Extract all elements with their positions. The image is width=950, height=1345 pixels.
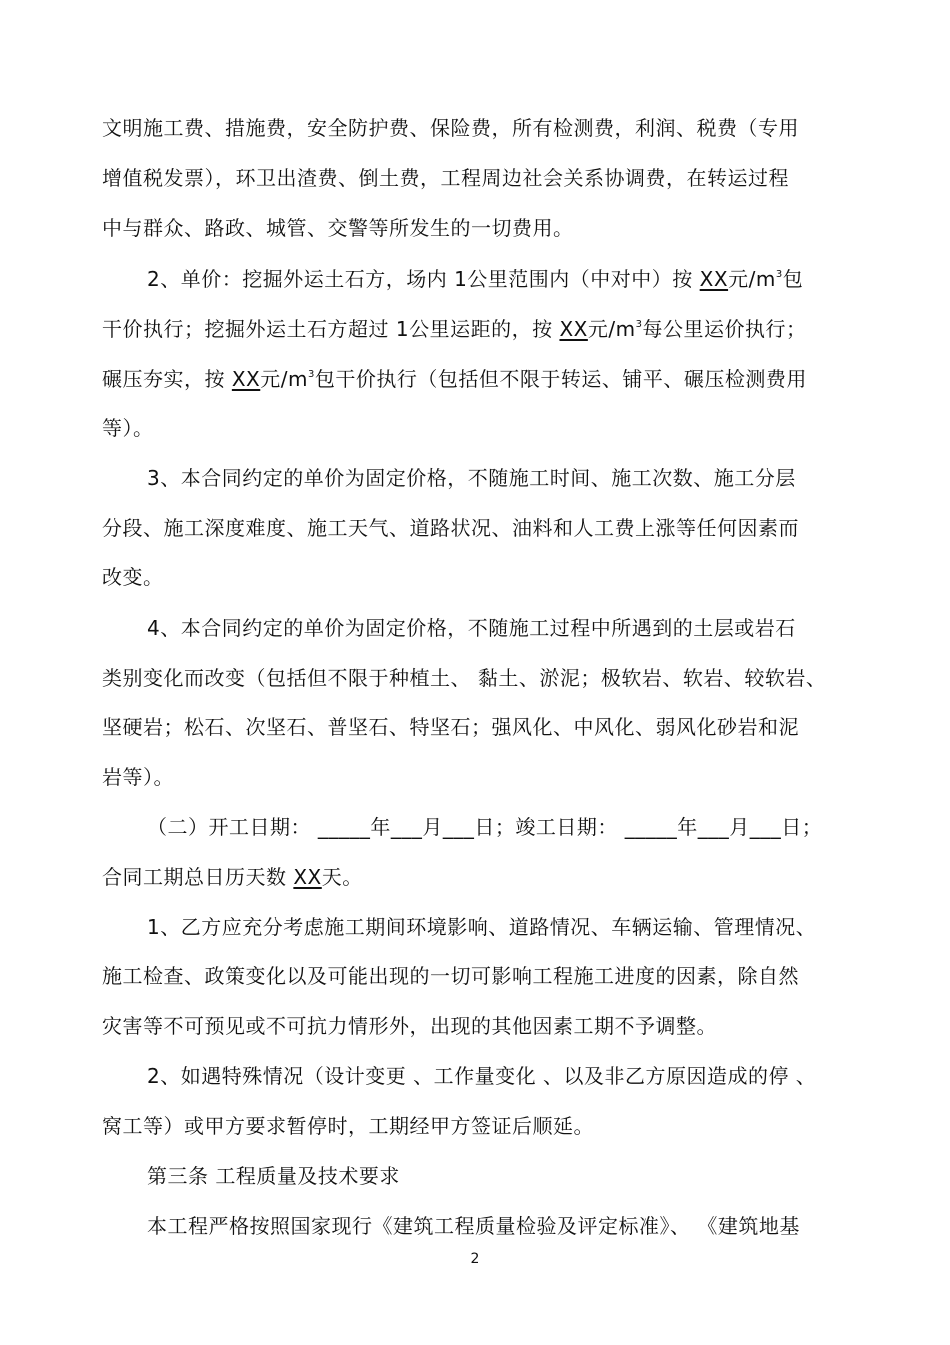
text-line: 岩等）。 — [102, 765, 174, 789]
text-line: 增值税发票），环卫出渣费、倒土费，工程周边社会关系协调费，在转运过程 — [102, 166, 789, 190]
days-placeholder: XX — [293, 865, 322, 889]
text-line — [102, 315, 862, 343]
superscript: 3 — [308, 369, 315, 380]
text-line: 改变。 — [102, 565, 164, 589]
text-line: 窝工等）或甲方要求暂停时，工期经甲方签证后顺延。 — [102, 1114, 594, 1138]
text-span: 每公里运价执行； — [642, 317, 807, 341]
text-span: 天。 — [321, 865, 363, 889]
text-line: 4、本合同约定的单价为固定价格，不随施工过程中所遇到的土层或岩石 — [147, 616, 796, 640]
text-span: 包干价执行（包括但不限于转运、铺平、碾压检测费用 — [314, 367, 807, 391]
text-line — [102, 863, 862, 891]
text-line: 本工程严格按照国家现行《建筑工程质量检验及评定标准》、 《建筑地基 — [147, 1214, 800, 1238]
text-span: 2、单价：挖掘外运土石方，场内 1公里范围内（中对中）按 — [147, 267, 700, 291]
text-line: 3、本合同约定的单价为固定价格，不随施工时间、施工次数、施工分层 — [147, 466, 796, 490]
text-line: 1、乙方应充分考虑施工期间环境影响、道路情况、车辆运输、管理情况、 — [147, 915, 817, 939]
text-span: 元/m — [728, 267, 776, 291]
text-span: 元/m — [260, 367, 308, 391]
text-line: 2、如遇特殊情况（设计变更 、工作量变化 、以及非乙方原因造成的停 、 — [147, 1064, 817, 1088]
price-placeholder: XX — [699, 267, 729, 291]
text-line: 施工检查、政策变化以及可能出现的一切可影响工程施工进度的因素，除自然 — [102, 964, 799, 988]
text-line — [147, 265, 907, 293]
text-line: 中与群众、路政、城管、交警等所发生的一切费用。 — [102, 216, 574, 240]
text-span: 包 — [782, 267, 804, 291]
price-placeholder: XX — [231, 367, 261, 391]
text-span: 碾压夯实，按 — [102, 367, 232, 391]
section-heading: 第三条 工程质量及技术要求 — [147, 1164, 400, 1188]
text-line: 坚硬岩；松石、次坚石、普坚石、特坚石；强风化、中风化、弱风化砂岩和泥 — [102, 715, 799, 739]
text-span: 合同工期总日历天数 — [102, 865, 294, 889]
text-line — [102, 365, 862, 393]
superscript: 3 — [775, 269, 783, 280]
text-line: 灾害等不可预见或不可抗力情形外，出现的其他因素工期不予调整。 — [102, 1014, 717, 1038]
text-line: （二）开工日期： _____年___月___日；竣工日期： _____年___月___日； — [147, 815, 823, 839]
text-line: 文明施工费、措施费，安全防护费、保险费，所有检测费，利润、税费（专用 — [102, 116, 799, 140]
page-number: 2 — [470, 1251, 480, 1267]
text-span: 元/m — [587, 317, 636, 341]
superscript: 3 — [635, 319, 643, 330]
text-line: 类别变化而改变（包括但不限于种植土、 黏土、淤泥；极软岩、软岩、较软岩、 — [102, 666, 827, 690]
text-line: 分段、施工深度难度、施工天气、道路状况、油料和人工费上涨等任何因素而 — [102, 516, 799, 540]
text-span: 干价执行；挖掘外运土石方超过 1公里运距的，按 — [102, 317, 560, 341]
price-placeholder: XX — [559, 317, 588, 341]
text-line: 等）。 — [102, 416, 154, 440]
